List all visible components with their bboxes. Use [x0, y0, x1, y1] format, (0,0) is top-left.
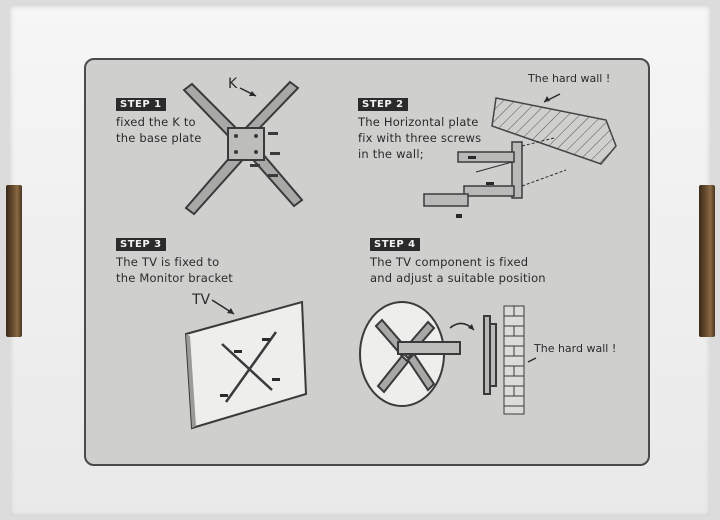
- tape-right: [699, 185, 715, 337]
- tv-mounted-illustration: [358, 300, 538, 420]
- tv-label: TV: [192, 292, 211, 308]
- step4-line1: The TV component is fixed: [370, 255, 529, 269]
- step4-text: [370, 254, 546, 286]
- step2-line1: The Horizontal plate: [358, 115, 479, 129]
- step4-badge: STEP 4: [370, 238, 420, 251]
- step3-line2: the Monitor bracket: [116, 271, 233, 285]
- step3-text: [116, 254, 233, 286]
- step1-line1: fixed the K to: [116, 115, 196, 129]
- tv-bracket-illustration: [182, 298, 312, 438]
- instruction-panel: [84, 58, 650, 466]
- wall-label-top: The hard wall !: [528, 72, 611, 85]
- k-bracket-illustration: [178, 74, 308, 224]
- step1-badge: STEP 1: [116, 98, 166, 111]
- step3-line1: The TV is fixed to: [116, 255, 220, 269]
- k-label: K: [228, 76, 238, 92]
- step1-line2: the base plate: [116, 131, 202, 145]
- wall-plate-illustration: [416, 86, 626, 226]
- step4-line2: and adjust a suitable position: [370, 271, 546, 285]
- step2-line3: in the wall;: [358, 147, 424, 161]
- step2-line2: fix with three screws: [358, 131, 482, 145]
- step2-badge: STEP 2: [358, 98, 408, 111]
- wall-label-bottom: The hard wall !: [534, 342, 617, 355]
- tape-left: [6, 185, 22, 337]
- step3-badge: STEP 3: [116, 238, 166, 251]
